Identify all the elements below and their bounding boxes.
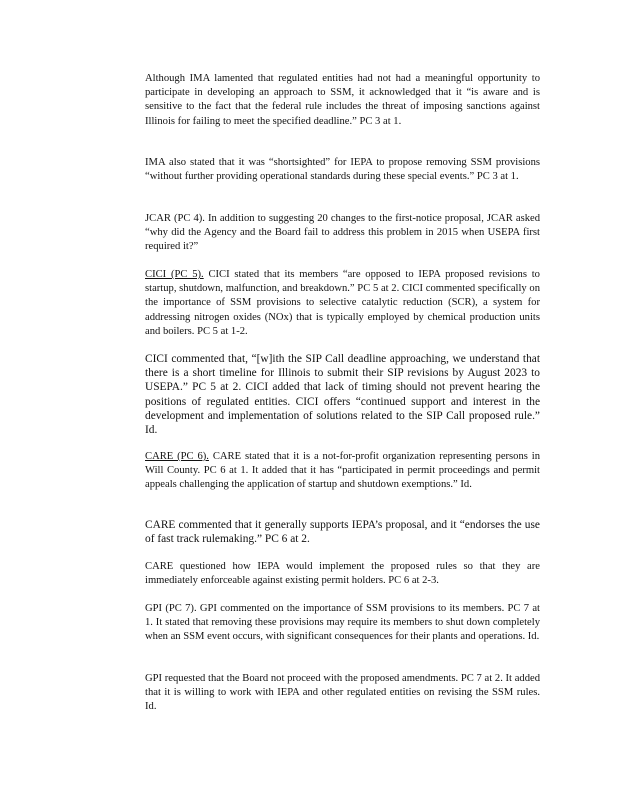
paragraph-gpi-request (145, 672, 540, 715)
paragraph-text: IMA also stated that it was “shortsighted” for IEPA to propose removing SSM provisions “without further providing operational standards during these special events.” PC 3 at 1. (145, 157, 540, 183)
paragraph-text: JCAR (PC 4). In addition to suggesting 20 changes to the first-notice proposal, JCAR asked “why did the Agency and the Board fail to address this problem in 2015 when USEPA first required it?” (145, 213, 540, 253)
paragraph-text: CICI stated that its members “are opposed to IEPA proposed revisions to startup, shutdown, malfunction, and breakdown.” PC 5 at 2. CICI commented specifically on the importance of SSM provisions to selective catalytic reduction (SCR), a system for addressing nitrogen oxides (NOx) that is typically employed by chemical production units and boilers. PC 5 at 1-2. (145, 269, 540, 337)
paragraph-text: CARE commented that it generally supports IEPA’s proposal, and it “endorses the use of fast track rulemaking.” PC 6 at 2. (145, 519, 540, 546)
section-heading-cici: CICI (PC 5). (145, 269, 204, 280)
paragraph-cici (145, 268, 540, 339)
paragraph-jcar (145, 212, 540, 255)
paragraph-care-supports (145, 518, 540, 546)
paragraph-care-questioned (145, 560, 540, 588)
paragraph-text: Although IMA lamented that regulated entities had not had a meaningful opportunity to participate in developing an approach to SSM, it acknowledged that it “is aware and is sensitive to the fact that the federal rule includes the threat of imposing sanctions against Illinois for failing to meet the specified deadline.” PC 3 at 1. (145, 73, 540, 127)
paragraph-ima-opportunity (145, 72, 540, 129)
paragraph-text: CARE stated that it is a not-for-profit organization representing persons in Will County. PC 6 at 1. It added that it has “participated in permit proceedings and permit appeals challenging the application of startup and shutdown exemptions.” Id. (145, 451, 540, 491)
paragraph-text: CICI commented that, “[w]ith the SIP Call deadline approaching, we understand that there is a short timeline for Illinois to submit their SIP revisions by August 2023 to USEPA.” PC 5 at 2. CICI added that lack of timing should not prevent hearing the positions of regulated entities. CICI offers “continued support and interest in the development and implementation of solutions related to the SIP Call proposed rule.” Id. (145, 353, 540, 437)
paragraph-text: GPI requested that the Board not proceed with the proposed amendments. PC 7 at 2. It added that it is willing to work with IEPA and other regulated entities on revising the SSM rules. Id. (145, 673, 540, 713)
paragraph-gpi (145, 602, 540, 645)
paragraph-care (145, 450, 540, 493)
paragraph-text: CARE questioned how IEPA would implement the proposed rules so that they are immediately enforceable against existing permit holders. PC 6 at 2-3. (145, 561, 540, 587)
paragraph-cici-sip-call (145, 352, 540, 437)
section-heading-care: CARE (PC 6). (145, 451, 209, 462)
paragraph-text: GPI (PC 7). GPI commented on the importance of SSM provisions to its members. PC 7 at 1. It stated that removing these provisions may require its members to shut down completely when an SSM event occurs, with significant consequences for their plants and operations. Id. (145, 603, 540, 643)
paragraph-ima-shortsighted (145, 156, 540, 184)
